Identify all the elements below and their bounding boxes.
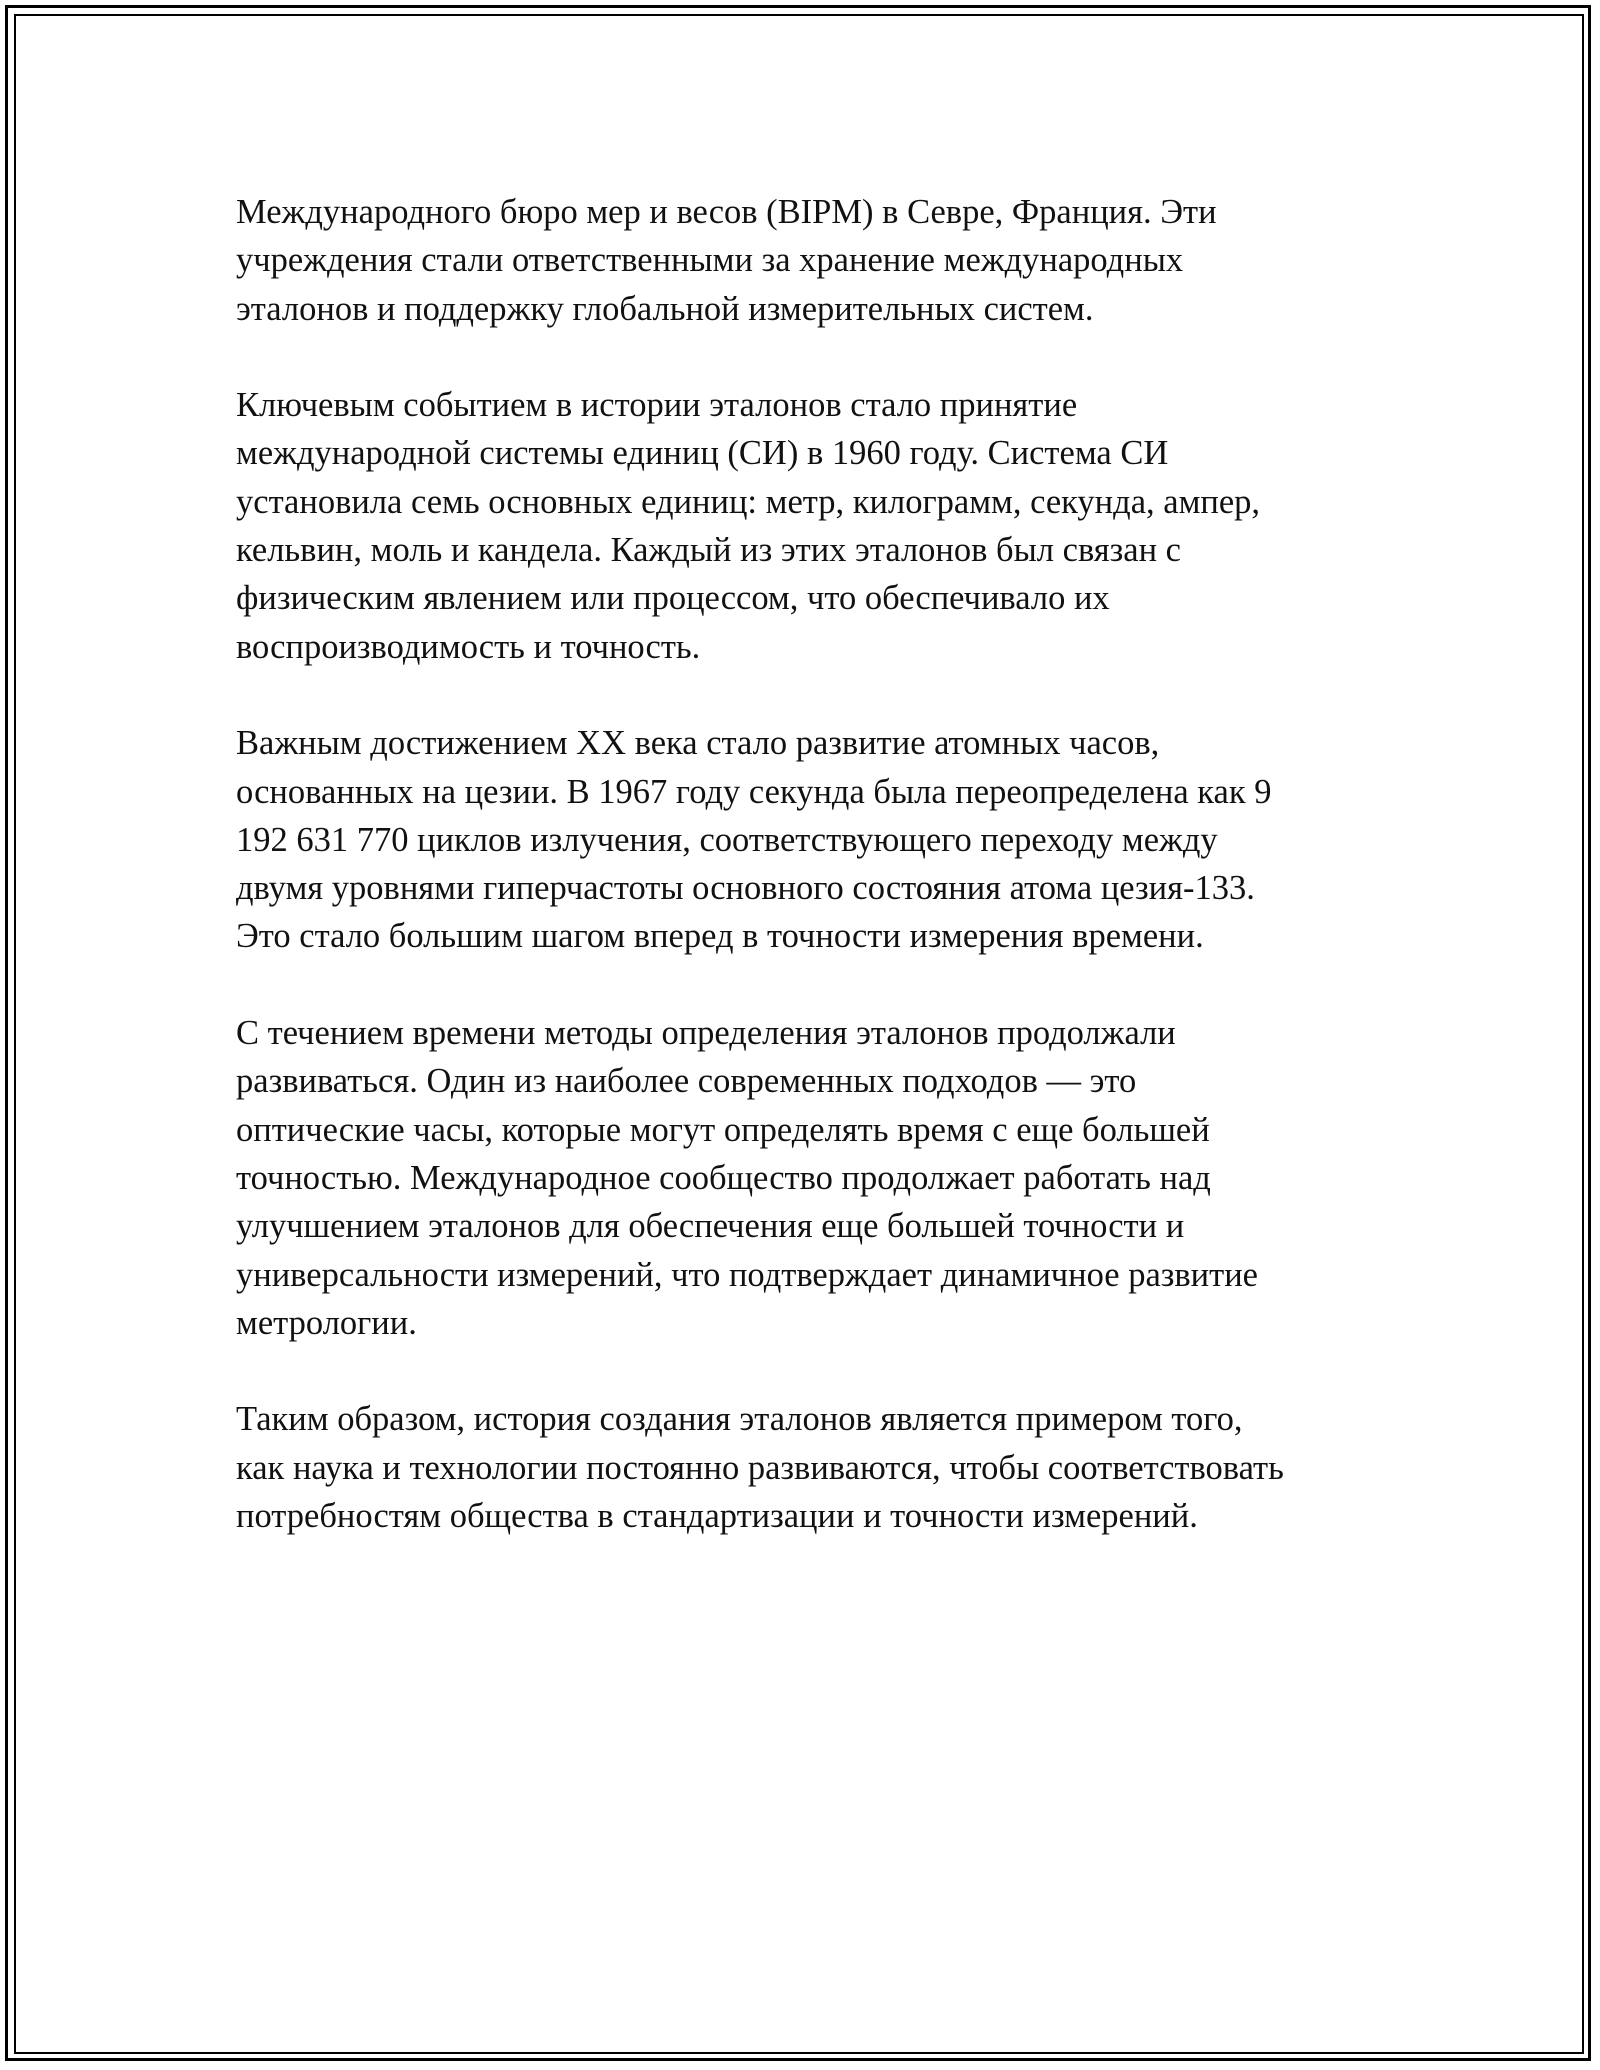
document-body (236, 188, 1386, 1589)
paragraph-bipm: Международного бюро мер и весов (BIPM) в Севре, Франция. Эти учреждения стали ответственными за хранение международных эталонов и поддержку глобальной измерительных систем. (236, 193, 1217, 328)
paragraph-atomic-clocks: Важным достижением XX века стало развитие атомных часов, основанных на цезии. В 1967 году секунда была переопределена как 9 192 631 770 циклов излучения, соответствующего переходу между двумя уровнями гиперчастоты основного состояния атома цезия-133. Это стало большим шагом вперед в точности измерения времени. (236, 724, 1272, 956)
paragraph-optical-clocks: С течением времени методы определения эталонов продолжали развиваться. Один из наиболее современных подходов — это оптические часы, которые могут определять время с еще большей точностью. Международное сообщество продолжает работать над улучшением эталонов для обеспечения еще большей точности и универсальности измерений, что подтверждает динамичное развитие метрологии. (236, 1014, 1258, 1342)
paragraph-si-system: Ключевым событием в истории эталонов стало принятие международной системы единиц (СИ) в 1960 году. Система СИ установила семь основных единиц: метр, килограмм, секунда, ампер, кельвин, моль и кандела. Каждый из этих эталонов был связан с физическим явлением или процессом, что обеспечивало их воспроизводимость и точность. (236, 386, 1261, 666)
paragraph-conclusion: Таким образом, история создания эталонов является примером того, как наука и технологии постоянно развиваются, чтобы соответствовать потребностям общества в стандартизации и точности измерений. (236, 1400, 1284, 1536)
